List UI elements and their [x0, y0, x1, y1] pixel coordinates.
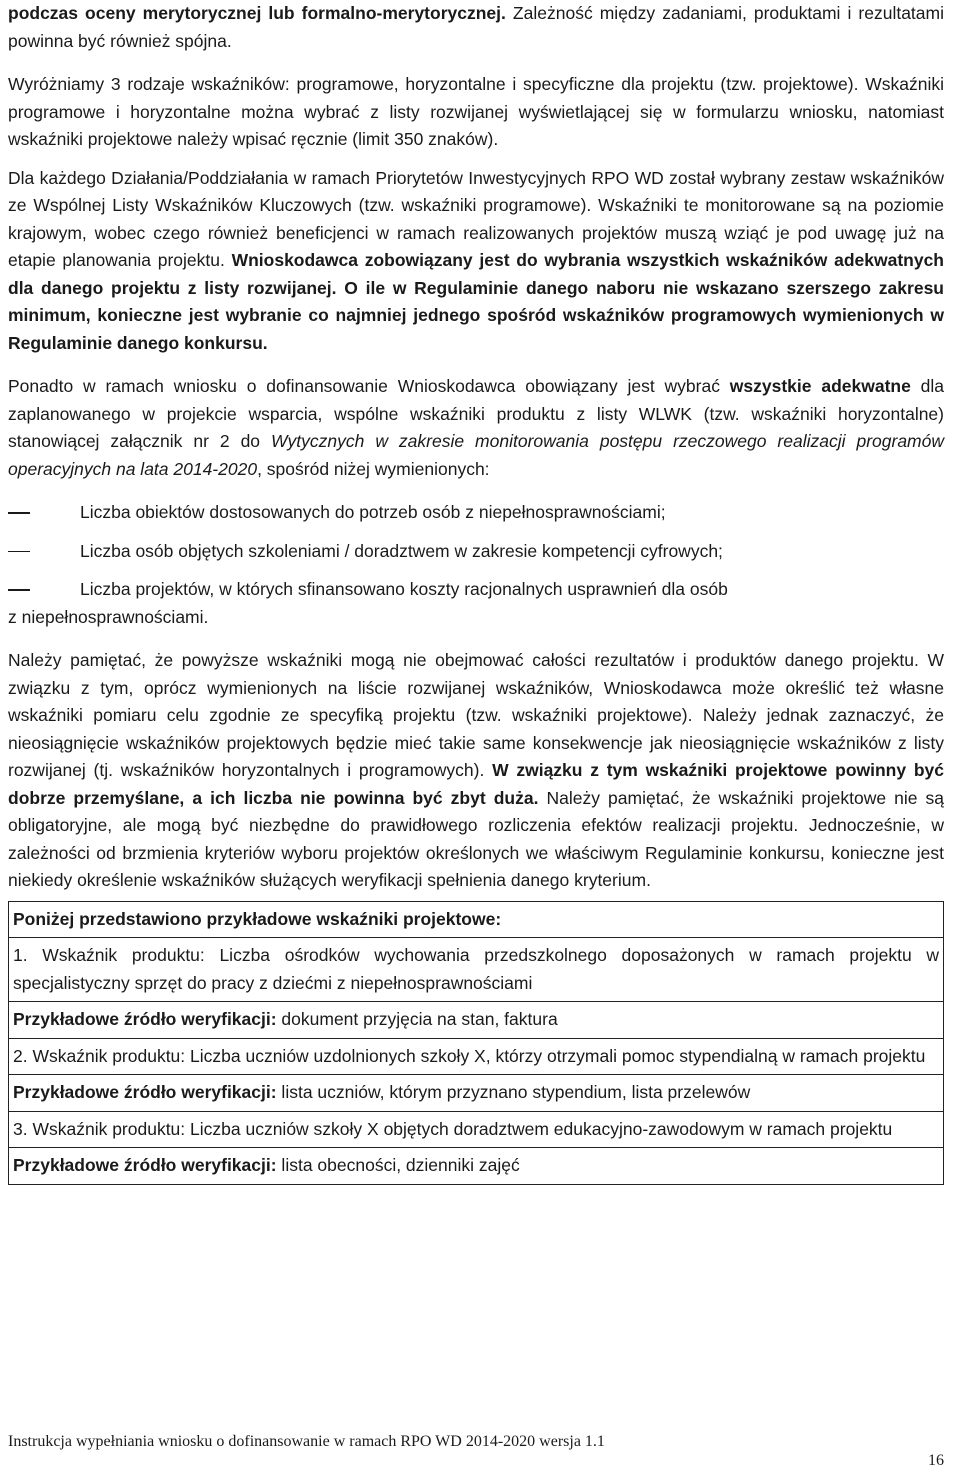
bold-text: wszystkie adekwatne: [729, 376, 911, 396]
source-row: [9, 1074, 943, 1111]
source-row: [9, 1001, 943, 1038]
bold-text: W związku z tym wskaźniki projektowe powinny być dobrze przemyślane, a ich liczba nie powinna być zbyt duża.: [8, 760, 944, 808]
indicator-item: [9, 1038, 943, 1075]
text: dla zaplanowanego w projekcie wsparcia, wspólne wskaźniki produktu z listy WLWK (tzw. wskaźniki horyzontalne) stanowiącej załącznik nr 2 do: [8, 376, 945, 451]
source-value: lista uczniów, którym przyznano stypendium, lista przelewów: [276, 1082, 751, 1102]
page-footer: Instrukcja wypełniania wniosku o dofinansowanie w ramach RPO WD 2014-2020 wersja 1.1: [8, 1433, 605, 1450]
indicator-item: [9, 1111, 943, 1148]
dash-icon: [8, 589, 30, 591]
bullet-text: Liczba osób objętych szkoleniami / doradztwem w zakresie kompetencji cyfrowych;: [80, 540, 723, 561]
box-heading-row: [9, 902, 943, 938]
bullet-text: Liczba obiektów dostosowanych do potrzeb osób z niepełnosprawnościami;: [80, 502, 666, 522]
text: Zależność między zadaniami, produktami i rezultatami powinna być również spójna.: [8, 3, 944, 51]
indicator-text: 3. Wskaźnik produktu: Liczba uczniów szkoły X objętych doradztwem edukacyjno-zawodowym w ramach projektu: [13, 1118, 893, 1139]
text: Ponadto w ramach wniosku o dofinansowanie Wnioskodawca obowiązany jest wybrać: [8, 376, 730, 396]
indicator-text: 1. Wskaźnik produktu: Liczba ośrodków wychowania przedszkolnego doposażonych w ramach projektu w specjalistyczny sprzęt do pracy z dziećmi z niepełnosprawnościami: [13, 945, 939, 993]
page-number: 16: [928, 1452, 944, 1469]
dash-icon: [8, 512, 30, 514]
text: , spośród niżej wymienionych:: [257, 458, 490, 479]
bullet-text: Liczba projektów, w których sfinansowano koszty racjonalnych usprawnień dla osób: [80, 579, 728, 599]
indicator-item: [9, 937, 943, 1001]
paragraph-5: [8, 647, 944, 895]
source-text: [9, 1079, 943, 1107]
text: Należy pamiętać, że powyższe wskaźniki mogą nie obejmować całości rezultatów i produktów danego projektu. W związku z tym, oprócz wymienionych na liście rozwijanej wskaźników, Wnioskodawca może określić też własne wskaźniki pomiaru celu zgodnie ze specyfiką projektu (tzw. wskaźniki projektowe). Należy jednak zaznaczyć, że nieosiągnięcie wskaźników projektowych będzie mieć takie same konsekwencje jak nieosiągnięcie wskaźników z listy rozwijanej (tj. wskaźników horyzontalnych i programowych).: [8, 650, 944, 780]
source-text: [9, 1006, 943, 1034]
box-heading: Poniżej przedstawiono przykładowe wskaźniki projektowe:: [13, 908, 502, 929]
text: Należy pamiętać, że wskaźniki projektowe nie są obligatoryjne, ale mogą być niezbędne do prawidłowego rozliczenia efektów realizacji projektu. Jednocześnie, w zależności od brzmienia kryteriów wyboru projektów określonych we właściwym Regulaminie konkursu, konieczne jest niekiedy określenie wskaźników służących weryfikacji spełnienia danego kryterium.: [8, 787, 944, 890]
bold-text: Wnioskodawca zobowiązany jest do wybrania wszystkich wskaźników adekwatnych dla danego projektu z listy rozwijanej. O ile w Regulaminie danego naboru nie wskazano szerszego zakresu minimum, konieczne jest wybranie co najmniej jednego spośród wskaźników programowych wymienionych w Regulaminie danego konkursu.: [8, 250, 944, 353]
bullet-item: [8, 538, 944, 566]
source-row: [9, 1147, 943, 1184]
italic-text: Wytycznych w zakresie monitorowania postępu rzeczowego realizacji programów operacyjnych na lata 2014-2020: [8, 431, 945, 479]
paragraph-3: [8, 165, 944, 358]
paragraph-4: [8, 373, 944, 483]
example-indicators-box: [8, 901, 944, 1185]
bold-text: podczas oceny merytorycznej lub formalno-merytorycznej.: [8, 3, 506, 23]
document-page: [8, 0, 944, 1185]
bullet-item: [8, 499, 944, 527]
source-label: Przykładowe źródło weryfikacji:: [13, 1082, 277, 1102]
paragraph-2: Wyróżniamy 3 rodzaje wskaźników: programowe, horyzontalne i specyficzne dla projektu (tzw. projektowe). Wskaźniki programowe i horyzontalne można wybrać z listy rozwijanej wyświetlającej się w formularzu wniosku, natomiast wskaźniki projektowe należy wpisać ręcznie (limit 350 znaków).: [8, 74, 944, 149]
source-value: lista obecności, dzienniki zajęć: [276, 1155, 520, 1175]
bullet-item: [8, 576, 944, 604]
paragraph-1: [8, 0, 944, 55]
source-label: Przykładowe źródło weryfikacji:: [13, 1155, 277, 1175]
text: Dla każdego Działania/Poddziałania w ramach Priorytetów Inwestycyjnych RPO WD został wybrany zestaw wskaźników ze Wspólnej Listy Wskaźników Kluczowych (tzw. wskaźniki programowe). Wskaźniki te monitorowane są na poziomie krajowym, wobec czego również beneficjenci w ramach realizowanych projektów muszą wziąć je pod uwagę już na etapie planowania projektu.: [8, 167, 944, 270]
indicator-text: 2. Wskaźnik produktu: Liczba uczniów uzdolnionych szkoły X, którzy otrzymali pomoc stypendialną w ramach projektu: [13, 1045, 926, 1066]
source-label: Przykładowe źródło weryfikacji:: [13, 1009, 277, 1029]
dash-icon: [8, 551, 30, 553]
source-value: dokument przyjęcia na stan, faktura: [276, 1009, 558, 1029]
bullet-continuation: z niepełnosprawnościami.: [8, 606, 209, 627]
source-text: [9, 1152, 943, 1180]
